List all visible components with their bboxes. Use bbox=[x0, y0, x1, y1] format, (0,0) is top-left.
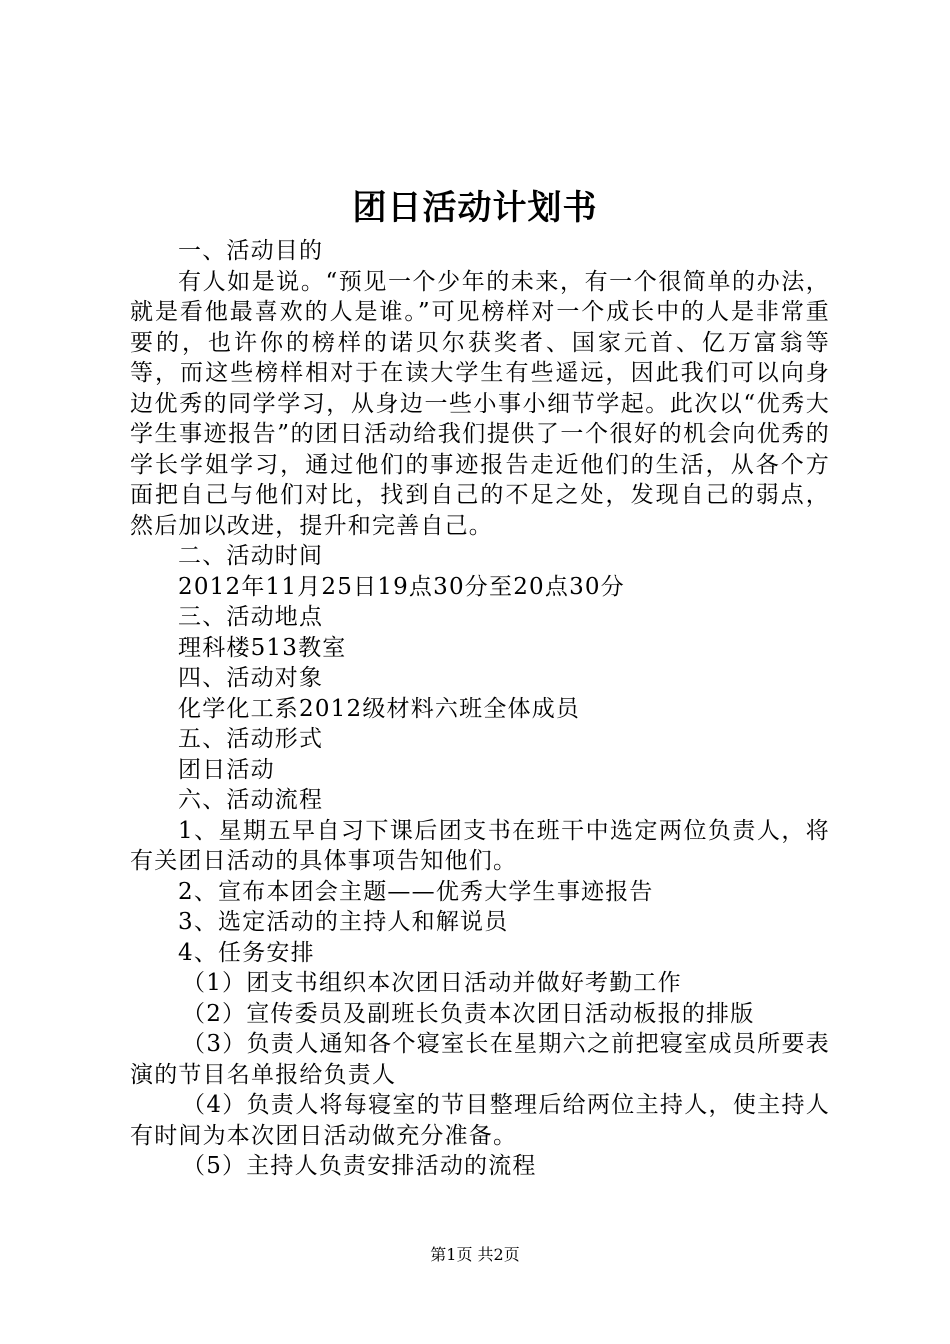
activity-time-text: 2012年11月25日19点30分至20点30分 bbox=[178, 573, 625, 600]
task-item-5: （5）主持人负责安排活动的流程 bbox=[182, 1153, 537, 1179]
page-footer: 第1页 共2页 bbox=[430, 1245, 520, 1264]
process-step-4: 4、任务安排 bbox=[178, 939, 315, 966]
task-item-4: （4）负责人将每寝室的节目整理后给两位主持人，使主持人有时间为本次团日活动做充分准备。 bbox=[130, 1092, 830, 1149]
section-heading-audience: 四、活动对象 bbox=[178, 665, 324, 691]
process-step-1: 1、星期五早自习下课后团支书在班干中选定两位负责人，将有关团日活动的具体事项告知他们。 bbox=[130, 817, 830, 874]
activity-location-text: 理科楼513教室 bbox=[178, 634, 347, 661]
task-item-2: （2）宣传委员及副班长负责本次团日活动板报的排版 bbox=[182, 1000, 755, 1027]
section-heading-process: 六、活动流程 bbox=[178, 787, 324, 813]
section-heading-purpose: 一、活动目的 bbox=[178, 238, 324, 264]
section-heading-format: 五、活动形式 bbox=[178, 726, 324, 752]
document-title: 团日活动计划书 bbox=[352, 188, 598, 228]
purpose-paragraph: 有人如是说。“预见一个少年的未来，有一个很简单的办法，就是看他最喜欢的人是谁。”可见榜样对一个成长中的人是非常重要的，也许你的榜样的诺贝尔获奖者、国家元首、亿万富翁等等，而这些榜样相对于在读大学生有些遥远，因此我们可以向身边优秀的同学学习，从身边一些小事小细节学起。此次以“优秀大学生事迹报告”的团日活动给我们提供了一个很好的机会向优秀的学长学姐学习，通过他们的事迹报告走近他们的生活，从各个方面把自己与他们对比，找到自己的不足之处，发现自己的弱点，然后加以改进，提升和完善自己。 bbox=[130, 268, 830, 539]
section-heading-time: 二、活动时间 bbox=[178, 543, 324, 569]
task-item-1: （1）团支书组织本次团日活动并做好考勤工作 bbox=[182, 970, 682, 996]
activity-audience-text: 化学化工系2012级材料六班全体成员 bbox=[178, 695, 581, 722]
activity-format-text: 团日活动 bbox=[178, 756, 275, 783]
task-item-3: （3）负责人通知各个寝室长在星期六之前把寝室成员所要表演的节目名单报给负责人 bbox=[130, 1031, 830, 1088]
process-step-3: 3、选定活动的主持人和解说员 bbox=[178, 909, 509, 935]
section-heading-location: 三、活动地点 bbox=[178, 604, 324, 630]
document-body bbox=[130, 236, 830, 1182]
process-step-2: 2、宣布本团会主题——优秀大学生事迹报告 bbox=[178, 878, 654, 905]
